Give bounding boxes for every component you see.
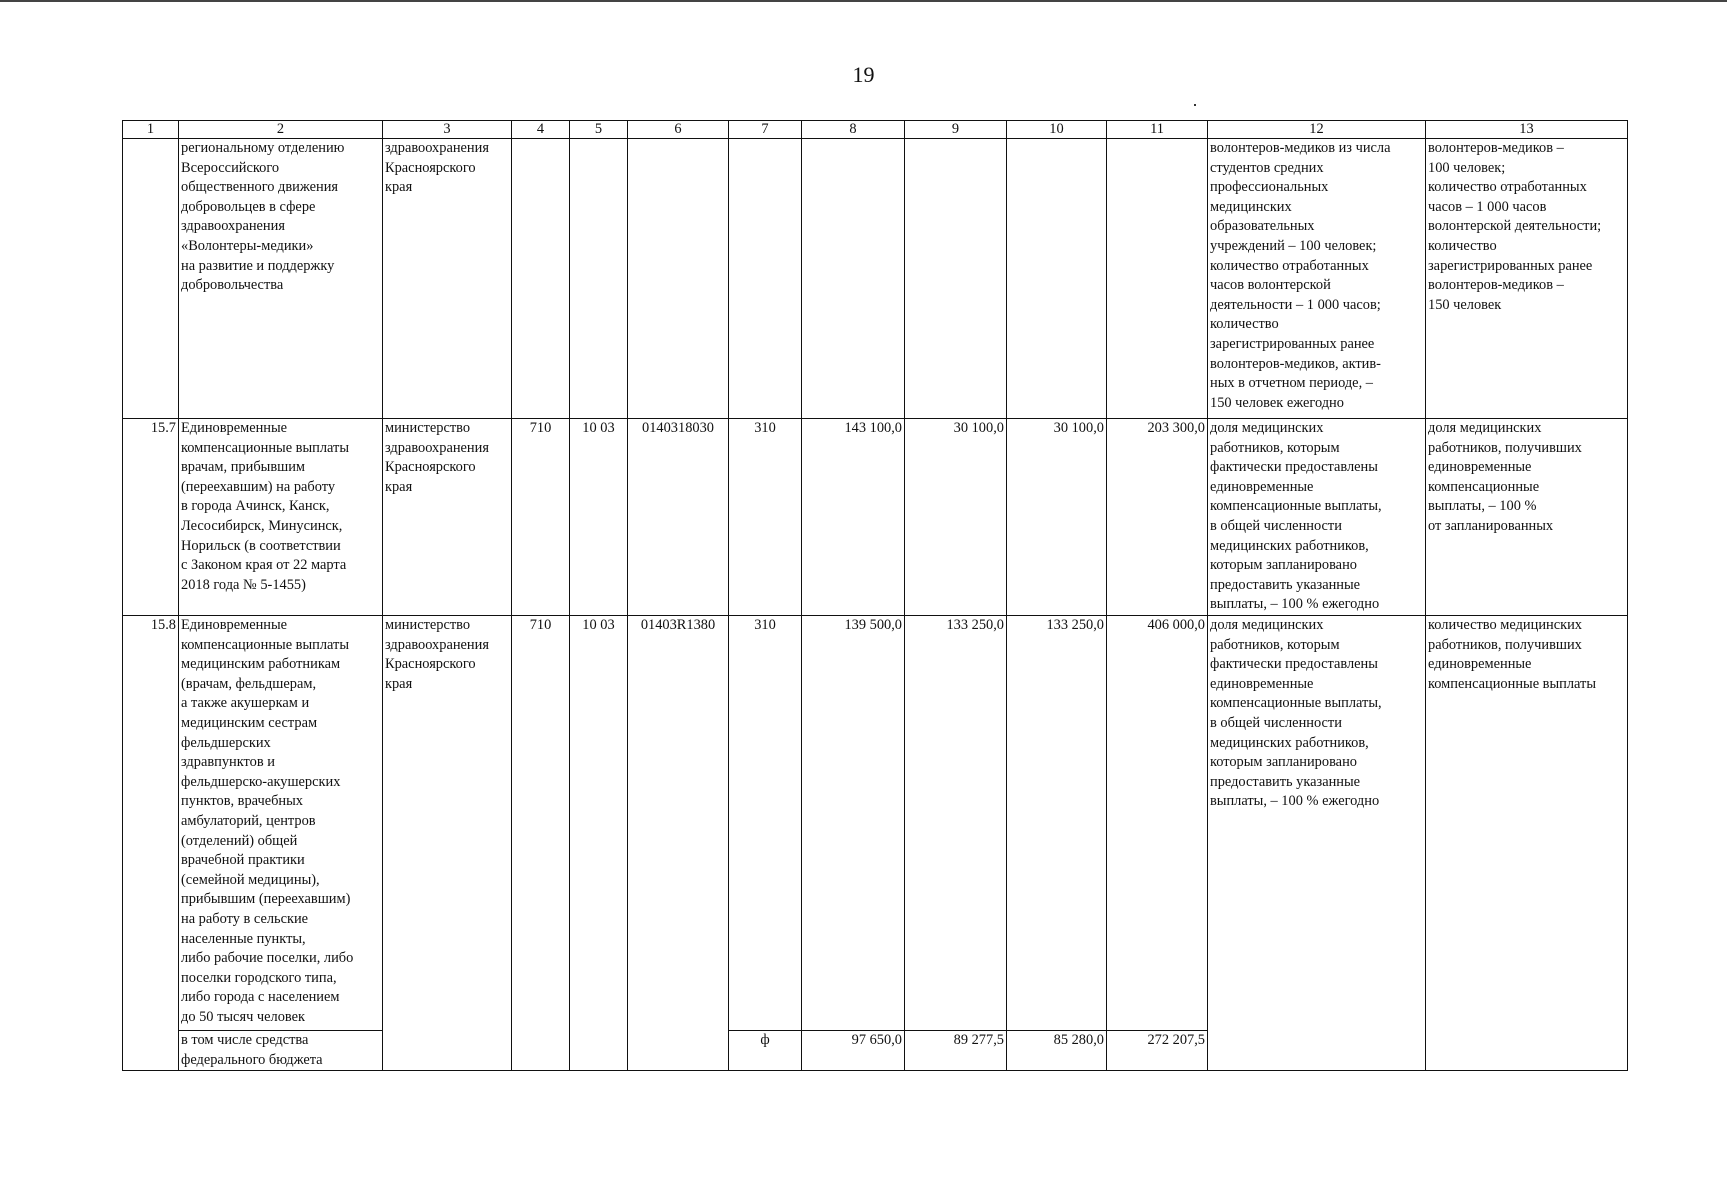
column-number-header-row (123, 121, 1628, 139)
column-header: 4 (512, 121, 570, 139)
column-header: 5 (570, 121, 628, 139)
scan-dot (1194, 104, 1196, 106)
amount-year2-cell: 30 100,0 (905, 419, 1007, 616)
target-article-cell: 01403R1380 (628, 616, 729, 1071)
amount-year3-cell (1007, 139, 1107, 419)
expense-type-cell: ф (729, 1031, 802, 1071)
section-code-cell: 10 03 (570, 616, 628, 1071)
measure-name-cell: региональному отделению Всероссийского общественного движения добровольцев в сфере здравоохранения «Волонтеры-медики» на развитие и поддержку добровольчества (179, 139, 383, 419)
table-row-continuation (123, 139, 1628, 419)
section-code-cell: 10 03 (570, 419, 628, 616)
amount-year3-cell: 30 100,0 (1007, 419, 1107, 616)
amount-year1-cell: 139 500,0 (802, 616, 905, 1031)
target-article-cell (628, 139, 729, 419)
amount-year2-cell: 133 250,0 (905, 616, 1007, 1031)
grbs-code-cell (512, 139, 570, 419)
amount-year1-cell (802, 139, 905, 419)
expense-type-cell: 310 (729, 616, 802, 1031)
expected-result-cell: волонтеров-медиков из числа студентов средних профессиональных медицинских образовательных учреждений – 100 человек; количество отработанных часов волонтерской деятельности – 1 000 часов; количество зарегистрированных ранее волонтеров-медиков, актив- ных в отчетном периоде, – 150 человек ежегодно (1208, 139, 1426, 419)
federal-budget-label-cell: в том числе средства федерального бюджета (179, 1031, 383, 1071)
amount-total-cell: 203 300,0 (1107, 419, 1208, 616)
amount-year1-cell: 97 650,0 (802, 1031, 905, 1071)
column-header: 10 (1007, 121, 1107, 139)
indicator-cell: доля медицинских работников, получивших единовременные компенсационные выплаты, – 100 % от запланированных (1426, 419, 1628, 616)
expected-result-cell: доля медицинских работников, которым фактически предоставлены единовременные компенсационные выплаты, в общей численности медицинских работников, которым запланировано предоставить указанные выплаты, – 100 % ежегодно (1208, 419, 1426, 616)
column-header: 12 (1208, 121, 1426, 139)
amount-year2-cell: 89 277,5 (905, 1031, 1007, 1071)
amount-year2-cell (905, 139, 1007, 419)
column-header: 9 (905, 121, 1007, 139)
column-header: 1 (123, 121, 179, 139)
amount-total-cell: 272 207,5 (1107, 1031, 1208, 1071)
column-header: 8 (802, 121, 905, 139)
amount-year1-cell: 143 100,0 (802, 419, 905, 616)
column-header: 13 (1426, 121, 1628, 139)
expense-type-cell: 310 (729, 419, 802, 616)
row-index-cell: 15.7 (123, 419, 179, 616)
grbs-code-cell: 710 (512, 419, 570, 616)
column-header: 7 (729, 121, 802, 139)
expected-result-cell: доля медицинских работников, которым фактически предоставлены единовременные компенсационные выплаты, в общей численности медицинских работников, которым запланировано предоставить указанные выплаты, – 100 % ежегодно (1208, 616, 1426, 1071)
measure-name-cell: Единовременные компенсационные выплаты врачам, прибывшим (переехавшим) на работу в города Ачинск, Канск, Лесосибирск, Минусинск, Норильск (в соответствии с Законом края от 22 марта 2018 года № 5-1455) (179, 419, 383, 616)
administrator-cell: министерство здравоохранения Красноярского края (383, 419, 512, 616)
expense-type-cell (729, 139, 802, 419)
indicator-cell: волонтеров-медиков – 100 человек; количество отработанных часов – 1 000 часов волонтерской деятельности; количество зарегистрированных ранее волонтеров-медиков – 150 человек (1426, 139, 1628, 419)
top-border-rule (0, 0, 1727, 2)
section-code-cell (570, 139, 628, 419)
administrator-cell: здравоохранения Красноярского края (383, 139, 512, 419)
column-header: 2 (179, 121, 383, 139)
column-header: 6 (628, 121, 729, 139)
amount-year3-cell: 85 280,0 (1007, 1031, 1107, 1071)
administrator-cell: министерство здравоохранения Красноярского края (383, 616, 512, 1071)
grbs-code-cell: 710 (512, 616, 570, 1071)
row-index-cell: 15.8 (123, 616, 179, 1071)
row-index-cell (123, 139, 179, 419)
target-article-cell: 0140318030 (628, 419, 729, 616)
measure-name-cell: Единовременные компенсационные выплаты медицинским работникам (врачам, фельдшерам, а также акушеркам и медицинским сестрам фельдшерских здравпунктов и фельдшерско-акушерских пунктов, врачебных амбулаторий, центров (отделений) общей врачебной практики (семейной медицины), прибывшим (переехавшим) на работу в сельские населенные пункты, либо рабочие поселки, либо поселки городского типа, либо города с населением до 50 тысяч человек (179, 616, 383, 1031)
column-header: 3 (383, 121, 512, 139)
column-header: 11 (1107, 121, 1208, 139)
table-row-15-7 (123, 419, 1628, 616)
indicator-cell: количество медицинских работников, получивших единовременные компенсационные выплаты (1426, 616, 1628, 1071)
program-measures-table (122, 120, 1628, 1071)
amount-year3-cell: 133 250,0 (1007, 616, 1107, 1031)
page-number: 19 (852, 62, 875, 87)
table-row-15-8 (123, 616, 1628, 1031)
amount-total-cell (1107, 139, 1208, 419)
amount-total-cell: 406 000,0 (1107, 616, 1208, 1031)
